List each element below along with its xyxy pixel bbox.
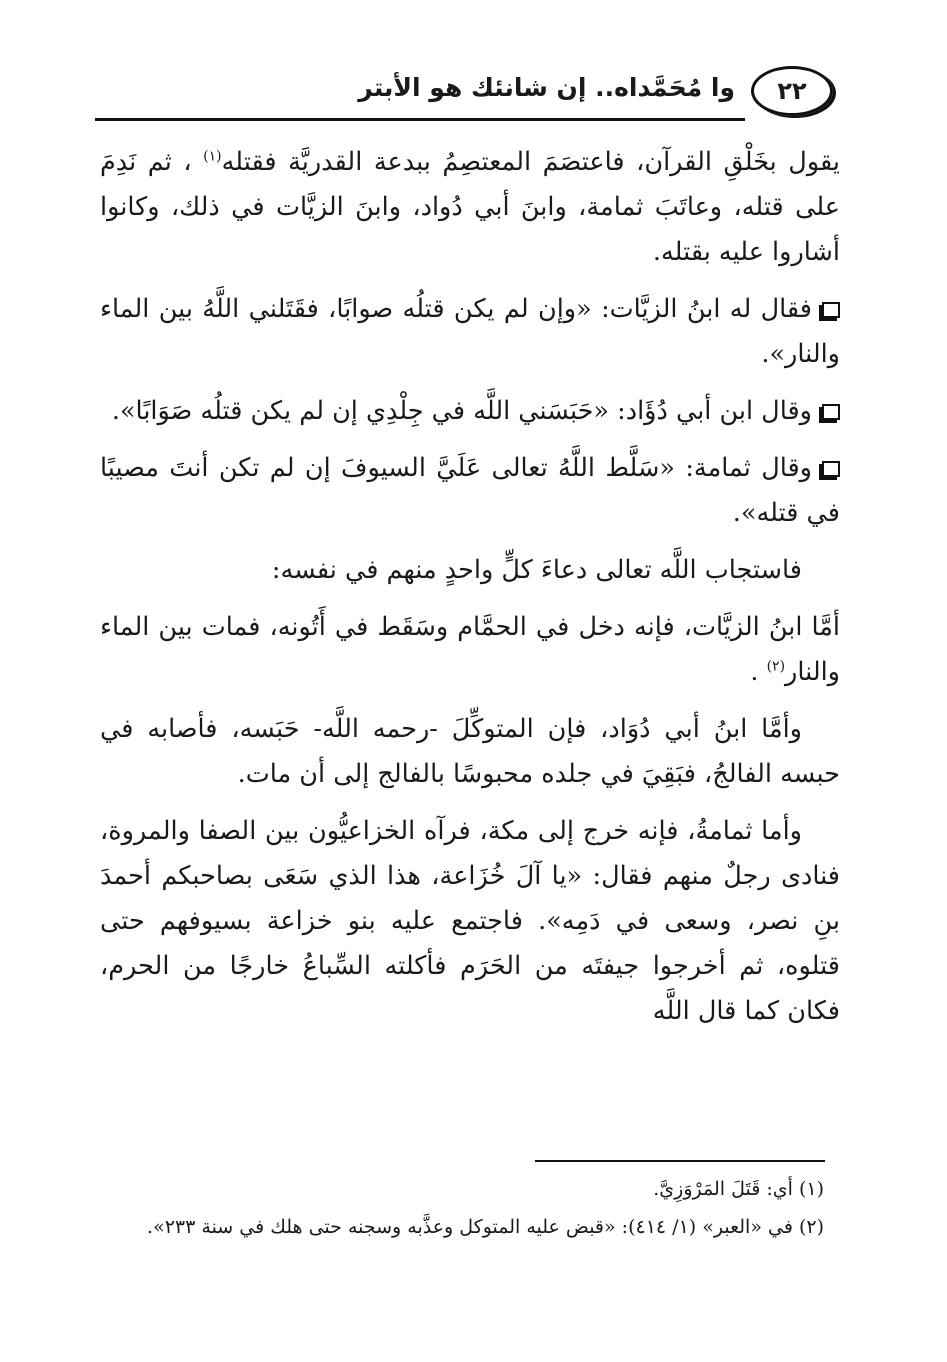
- footnote-rule: [535, 1160, 825, 1162]
- page-header: [95, 66, 835, 116]
- page-number-badge: ٢٢: [751, 66, 833, 116]
- bullet-square-icon: [822, 461, 840, 477]
- bullet-paragraph: وقال ابن أبي دُؤَاد: «حَبَسَني اللَّه في جِلْدِي إن لم يكن قتلُه صَوَابًا».: [100, 389, 840, 434]
- header-rule: [95, 118, 745, 121]
- footnote: (٢) في «العبر» (١/ ٤١٤): «قبض عليه المتوكل وعذَّبه وسجنه حتى هلك في سنة ٢٣٣».: [147, 1216, 824, 1238]
- bullet-square-icon: [822, 404, 840, 420]
- bullet-paragraph: وقال ثمامة: «سَلَّط اللَّهُ تعالى عَلَيَّ السيوفَ إن لم تكن أنتَ مصيبًا في قتله».: [100, 453, 840, 528]
- bullet-square-icon: [822, 302, 840, 318]
- bullet-paragraph: فقال له ابنُ الزيَّات: «وإن لم يكن قتلُه صوابًا، فقَتَلني اللَّهُ بين الماء والنار».: [100, 294, 840, 369]
- footnote-marker: (٢): [766, 658, 786, 675]
- footnotes: [100, 1170, 824, 1246]
- paragraph: وأمَّا ابنُ أبي دُوَاد، فإن المتوكِّلَ -رحمه اللَّه- حَبَسه، فأصابه في حبسه الفالجُ، فبَقِيَ في جلده محبوسًا بالفالج إلى أن مات.: [100, 714, 840, 789]
- footnote-marker: (١): [203, 148, 222, 165]
- body-text: [100, 140, 840, 1046]
- paragraph: وأما ثمامةُ، فإنه خرج إلى مكة، فرآه الخزاعيُّون بين الصفا والمروة، فنادى رجلٌ منهم فقال: «يا آلَ خُزَاعة، هذا الذي سَعَى بصاحبكم أحمدَ بنِ نصر، وسعى في دَمِه». فاجتمع عليه بنو خزاعة بسيوفهم حتى قتلوه، ثم أخرجوا جيفتَه من الحَرَم فأكلته السِّباعُ خارجًا من الحرم، فكان كما قال اللَّه: [100, 816, 840, 1026]
- paragraph: أمَّا ابنُ الزيَّات، فإنه دخل في الحمَّام وسَقَط في أَتُونه، فمات بين الماء والنار$^{(٢)}$ .: [100, 612, 840, 687]
- running-title: وا مُحَمَّداه.. إن شانئك هو الأبتر: [358, 73, 735, 102]
- paragraph: فاستجاب اللَّه تعالى دعاءَ كلٍّ واحدٍ منهم في نفسه:: [271, 555, 802, 585]
- paragraph: يقول بخَلْقِ القرآن، فاعتصَمَ المعتصِمُ ببدعة القدريَّة فقتله$^{(١)}$ ، ثم نَدِمَ على قتله، وعاتَبَ ثمامة، وابنَ أبي دُواد، وابنَ الزيَّات في ذلك، وكانوا أشاروا عليه بقتله.: [100, 147, 840, 267]
- footnote: (١) أي: قَتَلَ المَرْوَزِيَّ.: [653, 1178, 824, 1200]
